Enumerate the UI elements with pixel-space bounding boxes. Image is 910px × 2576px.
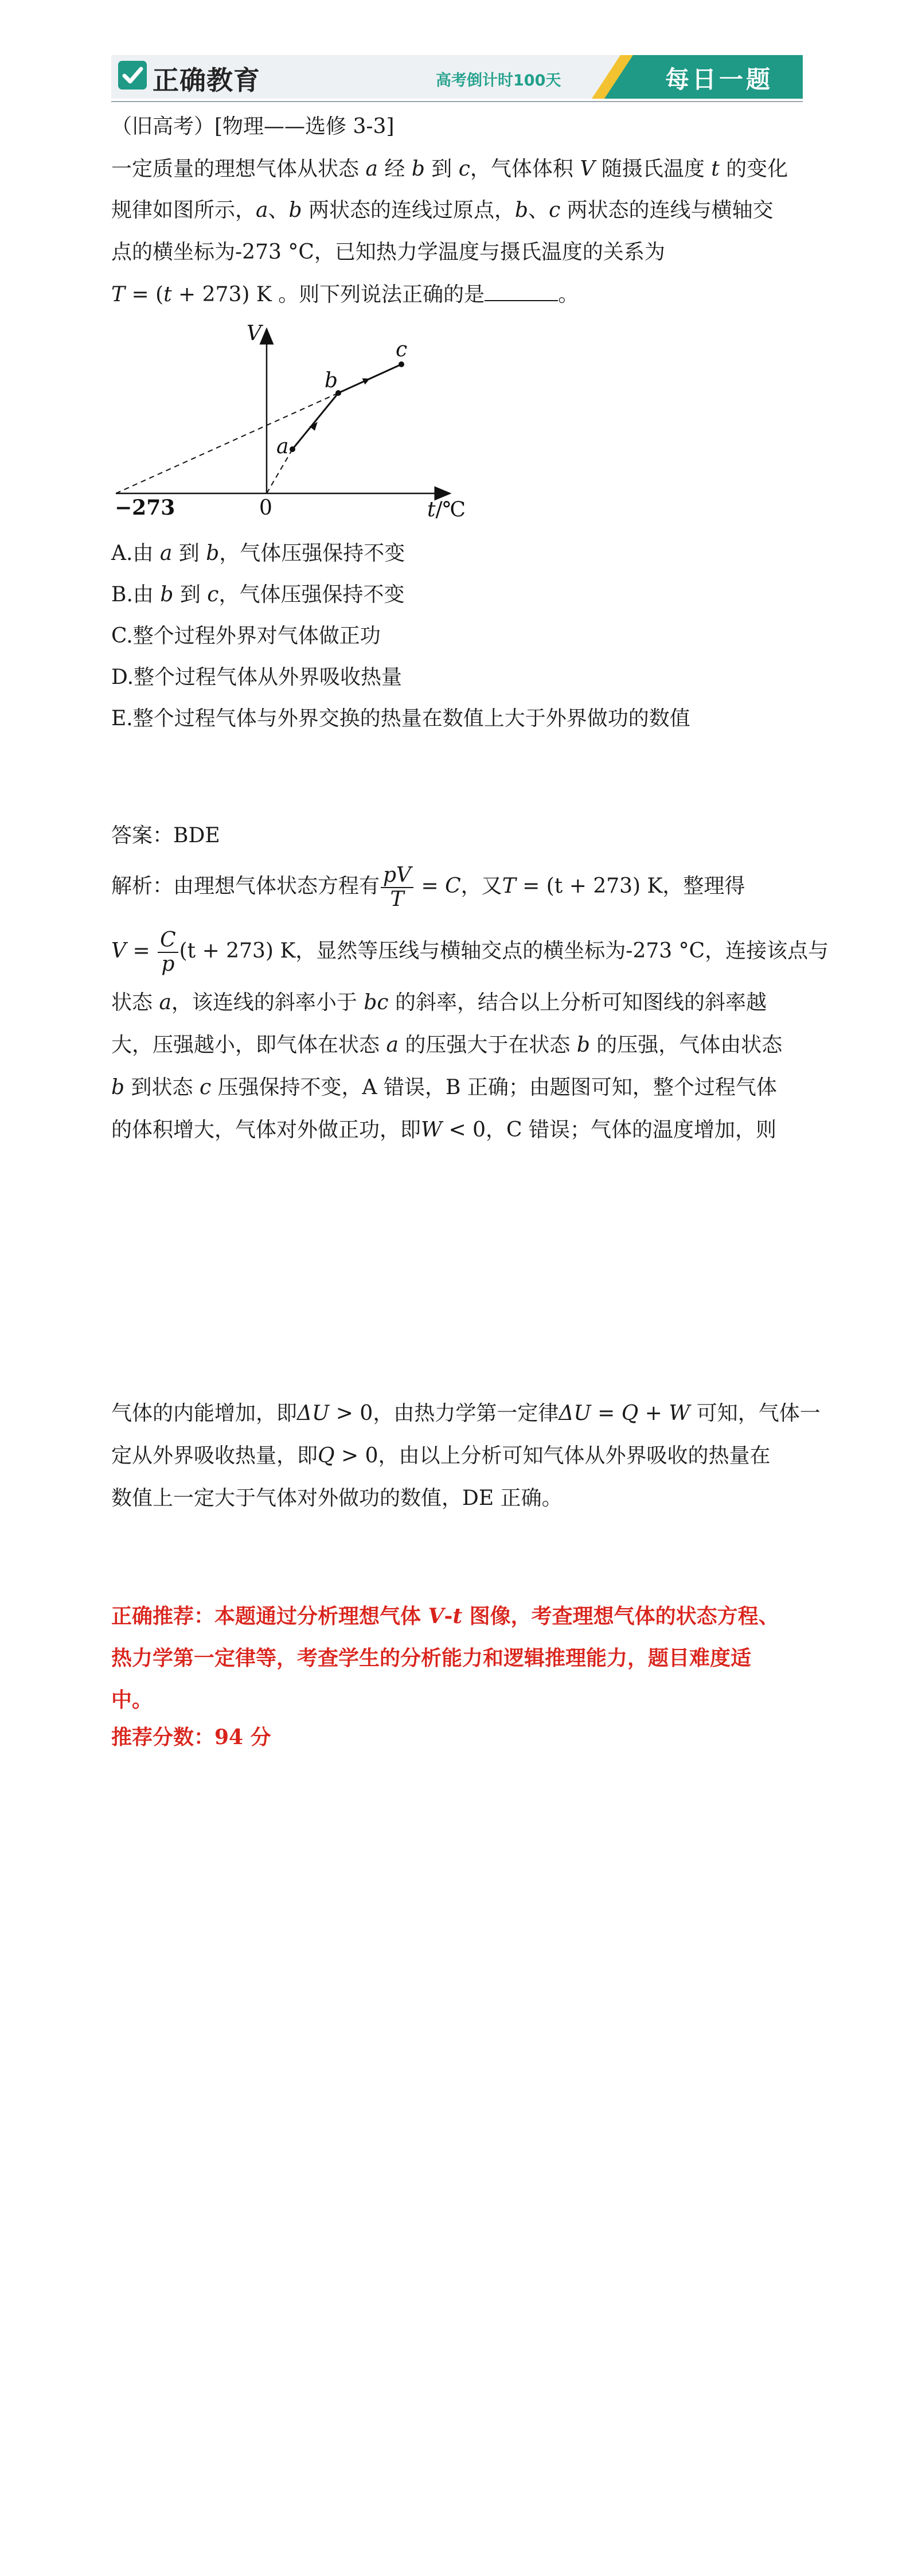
question-source: （旧高考）[物理——选修 3-3] bbox=[111, 115, 395, 138]
recommend-score: 推荐分数：94 分 bbox=[111, 1725, 271, 1749]
point-c-dot bbox=[399, 361, 404, 367]
analysis-line-1: 解析：由理想气体状态方程有 $\frac{pV}{T}$ = C，又T = (t + 273) K，整理得 bbox=[111, 863, 745, 911]
process-ab bbox=[292, 393, 338, 449]
question-line-4: T = (t + 273) K 。则下列说法正确的是 。 bbox=[111, 283, 579, 306]
countdown-label: 高考倒计时100天 bbox=[436, 72, 561, 90]
option-c: C.整个过程外界对气体做正功 bbox=[111, 624, 381, 648]
point-a-dot bbox=[290, 446, 295, 452]
recommend-line-3: 中。 bbox=[111, 1688, 153, 1712]
isobar-dashed-line bbox=[116, 393, 338, 493]
question-line-2: 规律如图所示，a、b 两状态的连线过原点，b、c 两状态的连线与横轴交 bbox=[111, 199, 774, 222]
analysis-line-7: 气体的内能增加，即ΔU > 0，由热力学第一定律ΔU = Q + W 可知，气体一 bbox=[111, 1402, 821, 1425]
analysis-line-3: 状态 a，该连线的斜率小于 bc 的斜率，结合以上分析可知图线的斜率越 bbox=[111, 991, 767, 1014]
analysis-line-4: 大，压强越小，即气体在状态 a 的压强大于在状态 b 的压强，气体由状态 bbox=[111, 1033, 783, 1057]
daily-question-badge: 每日一题 bbox=[665, 65, 774, 94]
point-c-label: c bbox=[396, 338, 408, 361]
analysis-line-5: b 到状态 c 压强保持不变，A 错误，B 正确；由题图可知，整个过程气体 bbox=[111, 1076, 777, 1099]
answer-blank bbox=[485, 282, 558, 301]
arrow-bc-icon bbox=[362, 376, 372, 385]
analysis-line-2: V = $\frac{C}{p}$ (t + 273) K，显然等压线与横轴交点的横坐标为-273 °C，连接该点与 bbox=[111, 928, 829, 976]
question-line-1: 一定质量的理想气体从状态 a 经 b 到 c，气体体积 V 随摄氏温度 t 的变化 bbox=[111, 157, 788, 181]
v-t-graph bbox=[109, 318, 476, 525]
option-d: D.整个过程气体从外界吸收热量 bbox=[111, 666, 403, 689]
point-a-label: a bbox=[276, 435, 289, 458]
origin-label: 0 bbox=[259, 496, 272, 520]
question-line-3: 点的横坐标为-273 °C，已知热力学温度与摄氏温度的关系为 bbox=[111, 240, 665, 264]
intercept-label: −273 bbox=[115, 496, 175, 520]
analysis-line-6: 的体积增大，气体对外做正功，即W < 0，C 错误；气体的温度增加，则 bbox=[111, 1118, 776, 1142]
option-e: E.整个过程气体与外界交换的热量在数值上大于外界做功的数值 bbox=[111, 707, 690, 730]
check-logo-icon bbox=[118, 61, 147, 90]
analysis-line-8: 定从外界吸收热量，即Q > 0，由以上分析可知气体从外界吸收的热量在 bbox=[111, 1444, 771, 1468]
recommend-line-2: 热力学第一定律等，考查学生的分析能力和逻辑推理能力，题目难度适 bbox=[111, 1646, 752, 1670]
axis-label-t: t/℃ bbox=[427, 498, 466, 522]
recommend-line-1: 正确推荐：本题通过分析理想气体 V-t 图像，考查理想气体的状态方程、 bbox=[111, 1604, 779, 1628]
option-a: A.由 a 到 b，气体压强保持不变 bbox=[111, 542, 405, 565]
brand-name: 正确教育 bbox=[153, 65, 260, 96]
point-b-label: b bbox=[325, 369, 338, 392]
header-divider bbox=[111, 101, 803, 102]
analysis-line-9: 数值上一定大于气体对外做功的数值，DE 正确。 bbox=[111, 1487, 563, 1510]
answer: 答案：BDE bbox=[111, 824, 220, 847]
axis-label-v: V bbox=[247, 322, 261, 345]
option-b: B.由 b 到 c，气体压强保持不变 bbox=[111, 583, 405, 606]
